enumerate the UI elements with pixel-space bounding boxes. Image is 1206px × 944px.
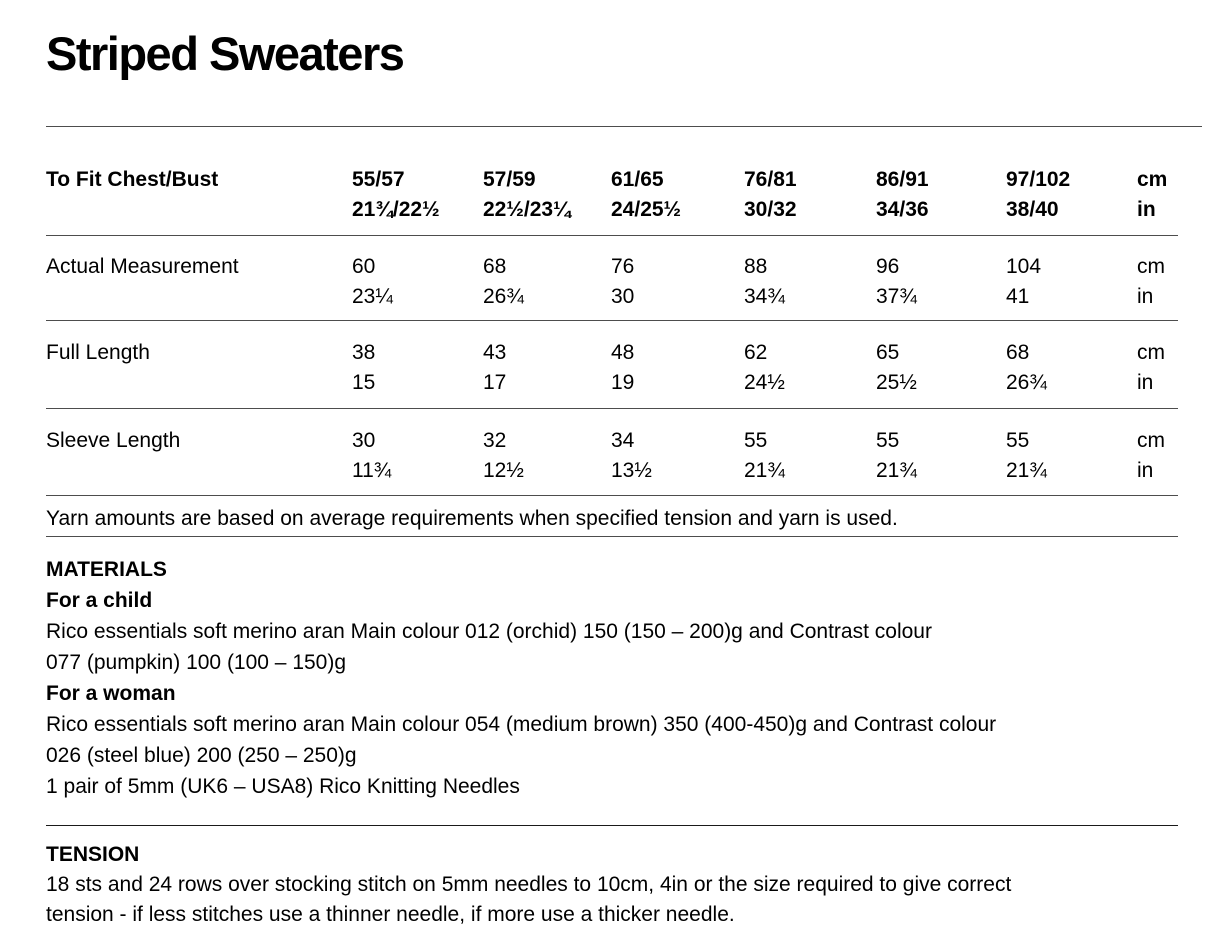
header-size-4: [744, 165, 876, 225]
materials-woman-line-1: Rico essentials soft merino aran Main colour 054 (medium brown) 350 (400-450)g and Contrast colour: [46, 713, 997, 736]
materials-section: [46, 554, 1178, 802]
value-in: 15: [352, 371, 376, 394]
value-in: 41: [1006, 285, 1030, 308]
value-in: 26¾: [1006, 371, 1047, 394]
unit-in-label: in: [1137, 459, 1154, 482]
value-cell: [876, 252, 1006, 312]
value-cell: [611, 252, 744, 312]
unit-cell: [1137, 338, 1178, 398]
header-size-1: [352, 165, 483, 225]
size-in: 34/36: [876, 198, 929, 221]
page-title: Striped Sweaters: [46, 27, 404, 80]
value-cm: 68: [483, 255, 507, 278]
materials-child-line-2: 077 (pumpkin) 100 (100 – 150)g: [46, 651, 347, 674]
table-row-actual-measurement: [46, 236, 1178, 321]
unit-cm-label: cm: [1137, 168, 1168, 191]
value-in: 37¾: [876, 285, 917, 308]
tension-line-2: tension - if less stitches use a thinner needle, if more use a thicker needle.: [46, 903, 735, 926]
materials-child-line-1: Rico essentials soft merino aran Main colour 012 (orchid) 150 (150 – 200)g and Contrast colour: [46, 620, 932, 643]
size-in: 38/40: [1006, 198, 1059, 221]
unit-in-label: in: [1137, 285, 1154, 308]
value-in: 24½: [744, 371, 785, 394]
value-cm: 34: [611, 429, 635, 452]
materials-child-heading: For a child: [46, 589, 153, 612]
row-label: Actual Measurement: [46, 255, 239, 278]
value-cm: 32: [483, 429, 507, 452]
value-cell: [352, 426, 483, 486]
table-row-full-length: [46, 321, 1178, 409]
size-in: 24/25½: [611, 198, 682, 221]
header-units: [1137, 165, 1178, 225]
size-cm: 76/81: [744, 168, 797, 191]
size-cm: 86/91: [876, 168, 929, 191]
unit-cm-label: cm: [1137, 429, 1165, 452]
value-cell: [611, 426, 744, 486]
value-cell: [744, 426, 876, 486]
value-cell: [483, 338, 611, 398]
value-cm: 38: [352, 341, 376, 364]
unit-cell: [1137, 426, 1178, 486]
value-cm: 104: [1006, 255, 1042, 278]
table-header-row: [46, 127, 1178, 236]
value-cm: 55: [1006, 429, 1030, 452]
value-in: 23¼: [352, 285, 393, 308]
materials-woman-heading: For a woman: [46, 682, 176, 705]
size-table: [46, 127, 1178, 537]
value-cell: [1006, 252, 1137, 312]
size-in: 21¾/22½: [352, 198, 440, 221]
row-label: Full Length: [46, 341, 150, 364]
value-cell: [744, 252, 876, 312]
value-in: 17: [483, 371, 507, 394]
size-in: 22½/23¼: [483, 198, 571, 221]
value-cm: 48: [611, 341, 635, 364]
value-cell: [876, 426, 1006, 486]
row-label: Sleeve Length: [46, 429, 181, 452]
value-cm: 60: [352, 255, 376, 278]
unit-cm-label: cm: [1137, 341, 1165, 364]
value-cm: 55: [744, 429, 768, 452]
unit-in-label: in: [1137, 198, 1156, 221]
unit-in-label: in: [1137, 371, 1154, 394]
unit-cm-label: cm: [1137, 255, 1165, 278]
size-cm: 55/57: [352, 168, 405, 191]
value-cm: 88: [744, 255, 768, 278]
materials-needles-line: 1 pair of 5mm (UK6 – USA8) Rico Knitting Needles: [46, 775, 520, 798]
header-size-5: [876, 165, 1006, 225]
tension-section: [46, 825, 1178, 930]
header-label: To Fit Chest/Bust: [46, 168, 219, 191]
value-cell: [483, 252, 611, 312]
tension-line-1: 18 sts and 24 rows over stocking stitch on 5mm needles to 10cm, 4in or the size required to give correct: [46, 873, 1012, 896]
value-cell: [352, 338, 483, 398]
value-in: 21¾: [1006, 459, 1047, 482]
size-cm: 97/102: [1006, 168, 1071, 191]
value-cell: [744, 338, 876, 398]
value-cm: 55: [876, 429, 900, 452]
value-cell: [352, 252, 483, 312]
value-cell: [876, 338, 1006, 398]
value-in: 11¾: [352, 459, 392, 482]
value-in: 19: [611, 371, 635, 394]
value-cm: 68: [1006, 341, 1030, 364]
value-cell: [1006, 338, 1137, 398]
value-in: 30: [611, 285, 635, 308]
header-size-2: [483, 165, 611, 225]
header-size-3: [611, 165, 744, 225]
value-cm: 65: [876, 341, 900, 364]
value-cell: [611, 338, 744, 398]
value-cm: 30: [352, 429, 376, 452]
value-in: 21¾: [744, 459, 785, 482]
yarn-note: Yarn amounts are based on average requirements when specified tension and yarn is used.: [46, 496, 1178, 537]
value-cm: 62: [744, 341, 768, 364]
value-in: 34¾: [744, 285, 785, 308]
value-in: 12½: [483, 459, 524, 482]
size-in: 30/32: [744, 198, 797, 221]
value-cell: [1006, 426, 1137, 486]
tension-heading: TENSION: [46, 843, 140, 866]
value-cm: 96: [876, 255, 900, 278]
value-in: 13½: [611, 459, 652, 482]
value-cm: 43: [483, 341, 507, 364]
size-cm: 57/59: [483, 168, 536, 191]
value-in: 21¾: [876, 459, 917, 482]
value-cell: [483, 426, 611, 486]
value-cm: 76: [611, 255, 635, 278]
materials-heading: MATERIALS: [46, 558, 167, 581]
header-size-6: [1006, 165, 1137, 225]
materials-woman-line-2: 026 (steel blue) 200 (250 – 250)g: [46, 744, 357, 767]
table-row-sleeve-length: [46, 409, 1178, 496]
value-in: 26¾: [483, 285, 524, 308]
value-in: 25½: [876, 371, 917, 394]
unit-cell: [1137, 252, 1178, 312]
size-cm: 61/65: [611, 168, 664, 191]
